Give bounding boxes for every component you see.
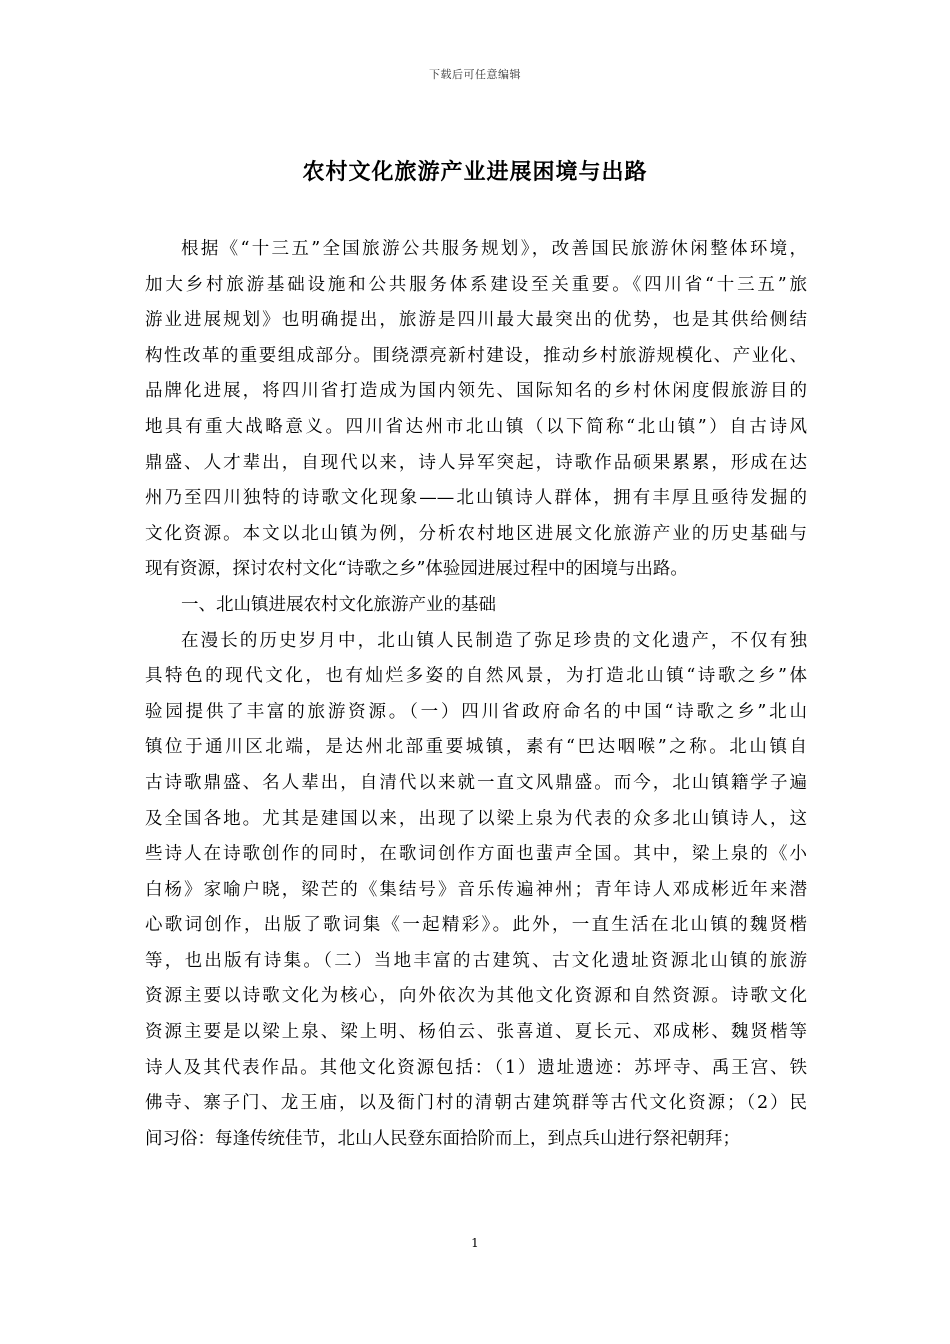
paragraph-line: 地具有重大战略意义。四川省达州市北山镇（以下简称“北山镇”）自古诗风 (145, 416, 807, 437)
paragraph-line: 加大乡村旅游基础设施和公共服务体系建设至关重要。《四川省“十三五”旅 (145, 274, 807, 295)
paragraph-line: 游业进展规划》也明确提出，旅游是四川最大最突出的优势，也是其供给侧结 (145, 310, 807, 331)
paragraph-line: 根据《“十三五”全国旅游公共服务规划》，改善国民旅游休闲整体环境， (181, 239, 807, 259)
paragraph-line: 等，也出版有诗集。（二）当地丰富的古建筑、古文化遗址资源北山镇的旅游 (145, 950, 807, 971)
paragraph-line: 间习俗：每逢传统佳节，北山人民登东面拾阶而上，到点兵山进行祭祀朝拜； (145, 1128, 740, 1149)
paragraph-line: 在漫长的历史岁月中，北山镇人民制造了弥足珍贵的文化遗产，不仅有独 (181, 630, 807, 651)
paragraph-line: 具特色的现代文化，也有灿烂多姿的自然风景，为打造北山镇“诗歌之乡”体 (145, 666, 807, 687)
body-text (145, 232, 807, 1157)
document-title: 农村文化旅游产业进展困境与出路 (302, 159, 648, 185)
paragraph-line: 白杨》家喻户晓，梁芒的《集结号》音乐传遍神州；青年诗人邓成彬近年来潜 (145, 879, 807, 900)
header-note: 下载后可任意编辑 (429, 68, 521, 81)
paragraph-line: 诗人及其代表作品。其他文化资源包括：（1）遗址遗迹：苏坪寺、禹王宫、铁 (145, 1057, 807, 1078)
page-number: 1 (471, 1236, 479, 1250)
paragraph-line: 及全国各地。尤其是建国以来，出现了以梁上泉为代表的众多北山镇诗人，这 (145, 808, 807, 829)
paragraph-line: 现有资源，探讨农村文化“诗歌之乡”体验园进展过程中的困境与出路。 (145, 559, 688, 580)
paragraph-line: 构性改革的重要组成部分。围绕漂亮新村建设，推动乡村旅游规模化、产业化、 (145, 345, 807, 366)
paragraph-line: 验园提供了丰富的旅游资源。（一）四川省政府命名的中国“诗歌之乡”北山 (145, 701, 807, 722)
paragraph-line: 品牌化进展，将四川省打造成为国内领先、国际知名的乡村休闲度假旅游目的 (145, 381, 807, 402)
paragraph-line: 文化资源。本文以北山镇为例，分析农村地区进展文化旅游产业的历史基础与 (145, 523, 807, 544)
paragraph-line: 资源主要以诗歌文化为核心，向外依次为其他文化资源和自然资源。诗歌文化 (145, 986, 807, 1007)
paragraph-line: 佛寺、寨子门、龙王庙，以及衙门村的清朝古建筑群等古代文化资源；（2）民 (145, 1093, 807, 1114)
paragraph-line: 古诗歌鼎盛、名人辈出，自清代以来就一直文风鼎盛。而今，北山镇籍学子遍 (145, 772, 807, 793)
paragraph-line: 州乃至四川独特的诗歌文化现象——北山镇诗人群体，拥有丰厚且亟待发掘的 (145, 488, 807, 509)
paragraph-line: 资源主要是以梁上泉、梁上明、杨伯云、张喜道、夏长元、邓成彬、魏贤楷等 (145, 1022, 807, 1043)
paragraph-line: 心歌词创作，出版了歌词集《一起精彩》。此外，一直生活在北山镇的魏贤楷 (145, 915, 807, 936)
paragraph-line: 鼎盛、人才辈出，自现代以来，诗人异军突起，诗歌作品硕果累累，形成在达 (145, 452, 807, 473)
paragraph-line: 镇位于通川区北端，是达州北部重要城镇，素有“巴达咽喉”之称。北山镇自 (145, 737, 807, 758)
paragraph-line: 些诗人在诗歌创作的同时，在歌词创作方面也蜚声全国。其中，梁上泉的《小 (145, 844, 807, 865)
section-heading: 一、北山镇进展农村文化旅游产业的基础 (181, 594, 496, 615)
